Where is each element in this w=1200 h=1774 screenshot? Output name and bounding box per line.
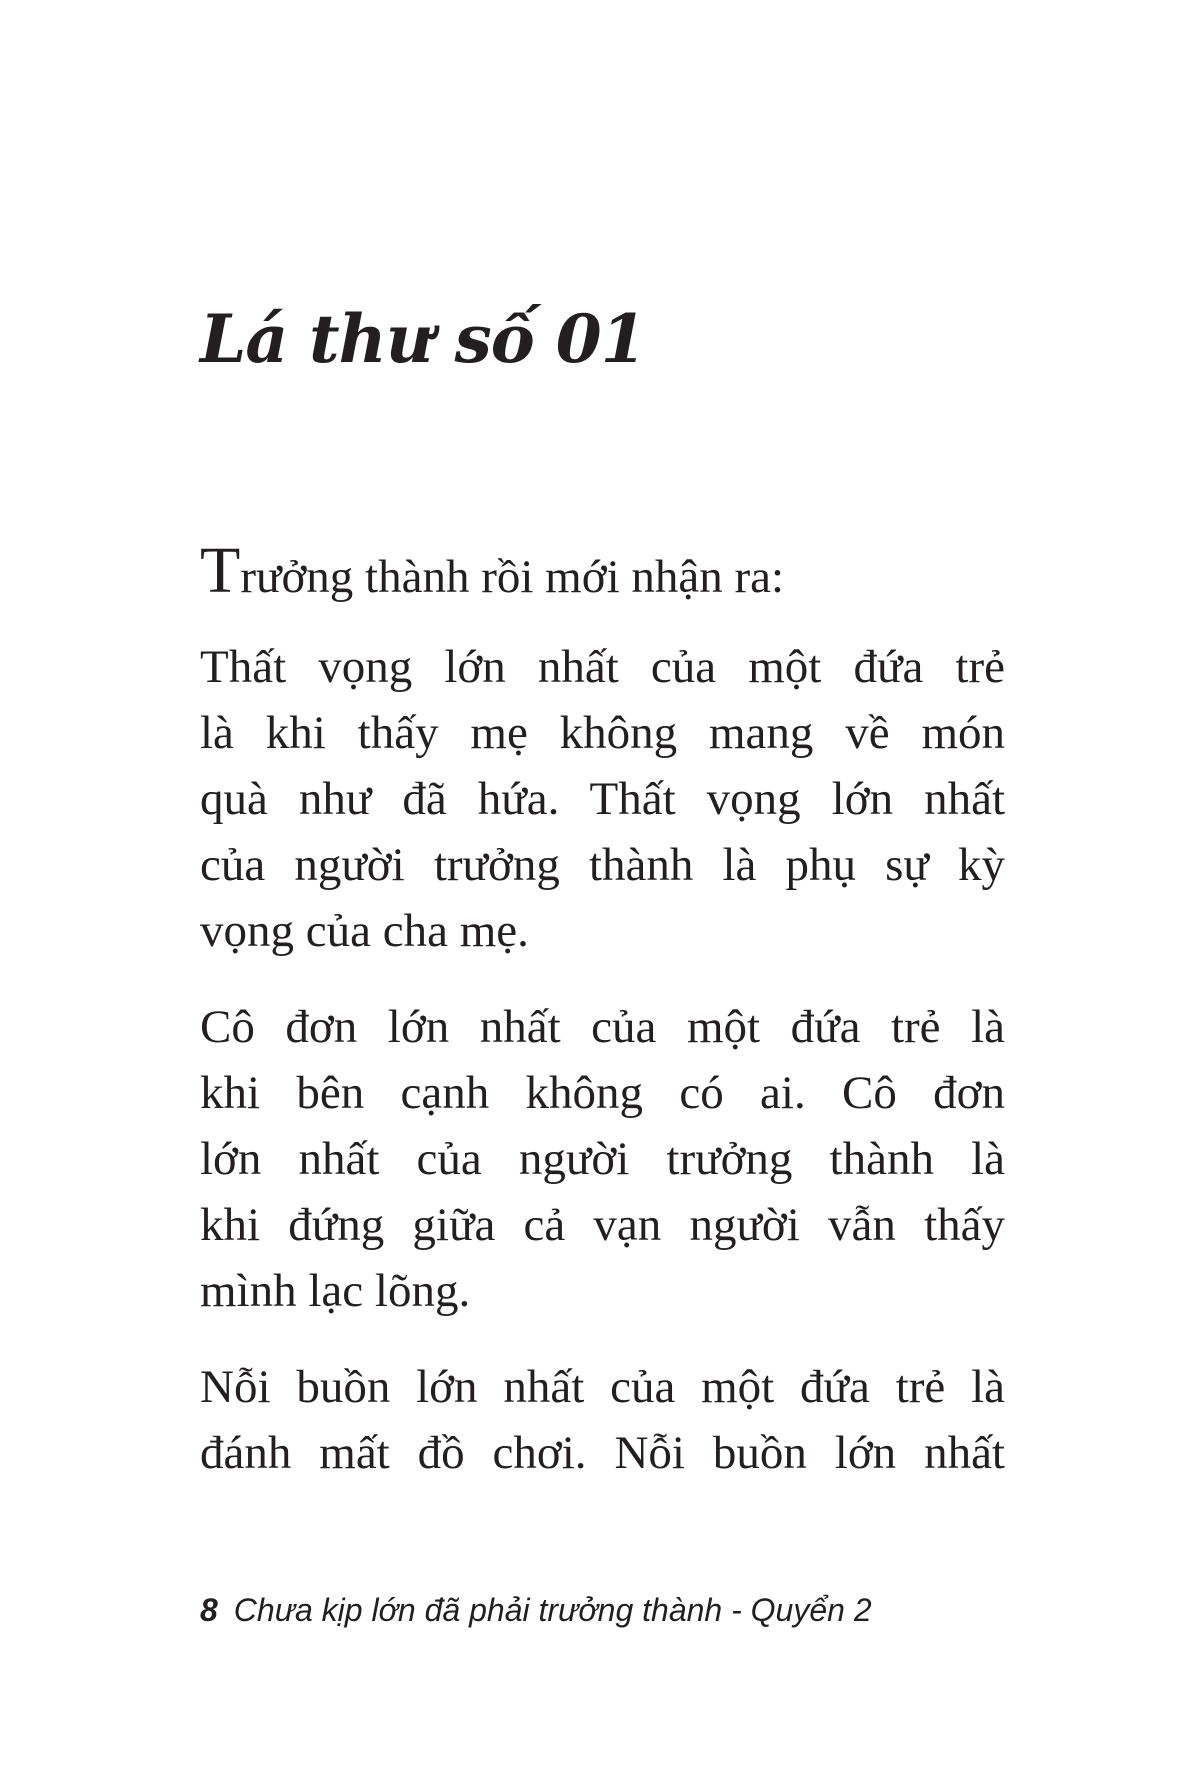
text-line: Cô đơn lớn nhất của một đứa trẻ là <box>200 1001 1005 1053</box>
body-text <box>200 534 1005 1516</box>
chapter-title: Lá thư số 01 <box>200 300 646 378</box>
page-number: 8 <box>200 1592 218 1628</box>
intro-text: rưởng thành rồi mới nhận ra: <box>240 551 785 603</box>
paragraph <box>200 994 1005 1324</box>
drop-cap: T <box>200 534 241 607</box>
intro-line <box>200 534 1005 607</box>
text-line: Nỗi buồn lớn nhất của một đứa trẻ là <box>200 1361 1005 1413</box>
text-line: vọng của cha mẹ. <box>200 905 529 957</box>
text-line: của người trưởng thành là phụ sự kỳ <box>200 839 1005 891</box>
text-line: là khi thấy mẹ không mang về món <box>200 707 1005 759</box>
text-line: Thất vọng lớn nhất của một đứa trẻ <box>200 641 1005 693</box>
book-title: Chưa kịp lớn đã phải trưởng thành - Quyển 2 <box>233 1592 872 1628</box>
text-line: quà như đã hứa. Thất vọng lớn nhất <box>200 773 1005 825</box>
text-line: lớn nhất của người trưởng thành là <box>200 1133 1005 1185</box>
text-line: đánh mất đồ chơi. Nỗi buồn lớn nhất <box>200 1427 1005 1479</box>
page-footer <box>200 1592 872 1629</box>
text-line: khi bên cạnh không có ai. Cô đơn <box>200 1067 1005 1119</box>
paragraph <box>200 1354 1005 1486</box>
paragraph <box>200 634 1005 964</box>
text-line: khi đứng giữa cả vạn người vẫn thấy <box>200 1199 1005 1251</box>
intro-paragraph <box>200 534 1005 607</box>
text-line: mình lạc lõng. <box>200 1265 471 1317</box>
